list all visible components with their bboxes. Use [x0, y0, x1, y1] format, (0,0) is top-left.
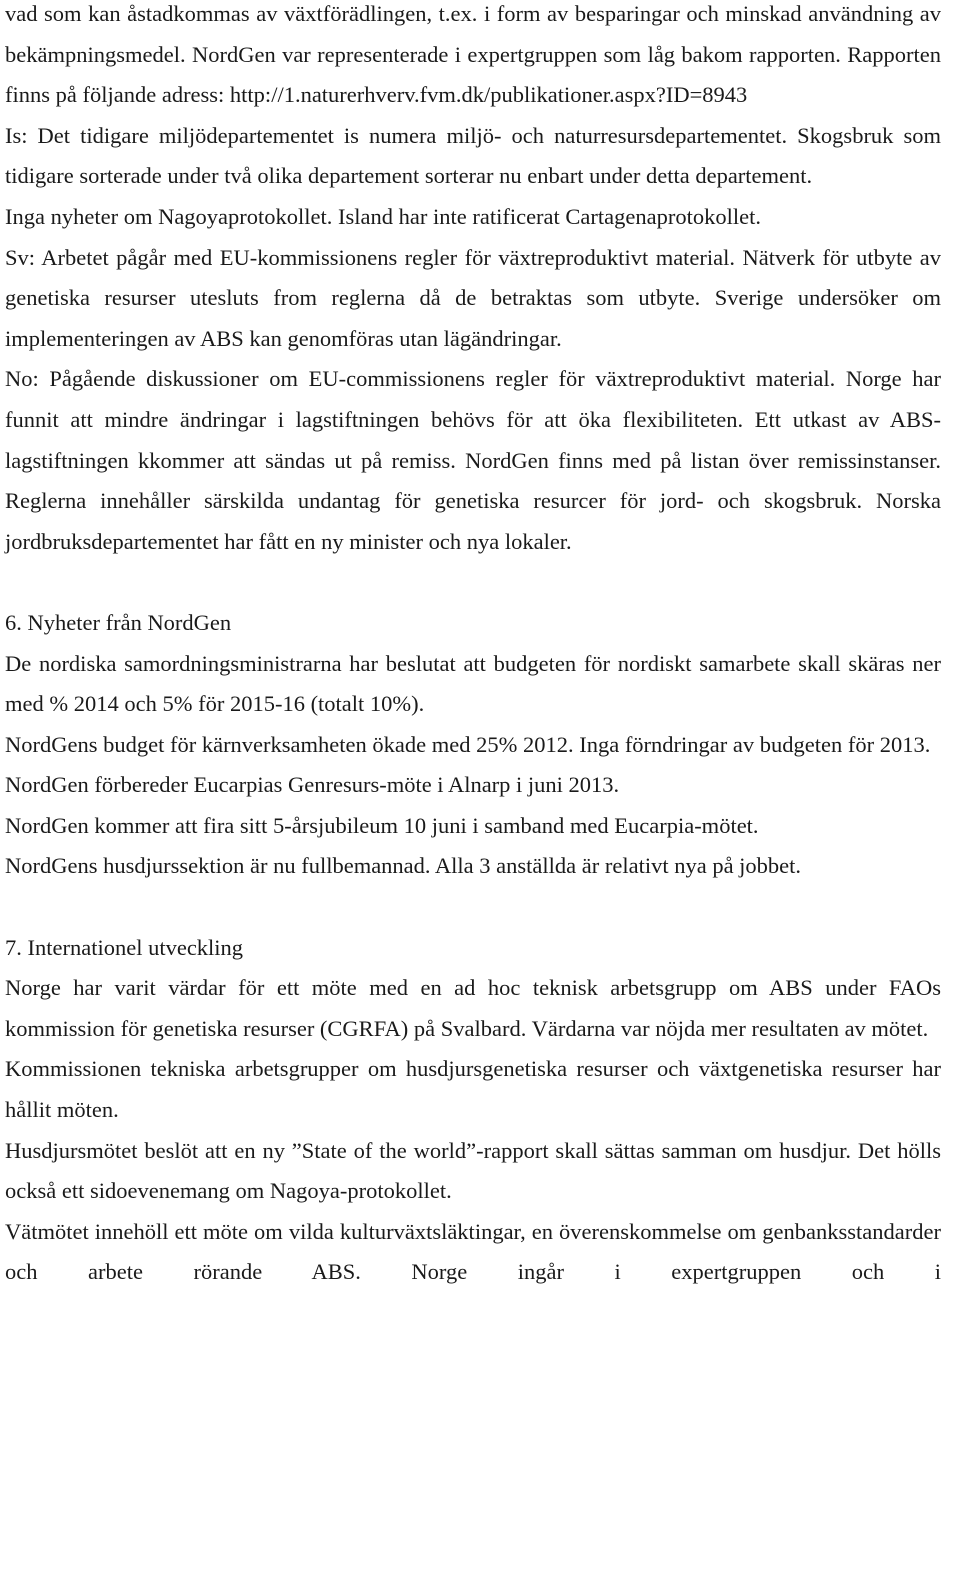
paragraph-plant-breeding-report: vad som kan åstadkommas av växtförädlingen, t.ex. i form av besparingar och minskad användning av bekämpningsmedel. NordGen var representerade i expertgruppen som låg bakom rapporten. Rapporten finns på följande adress: http://1.naturerhverv.fvm.dk/publikationer.aspx?ID=8943 — [5, 1, 941, 108]
paragraph-norway: No: Pågående diskussioner om EU-commissionens regler för växtreproduktivt material. Norge har funnit att mindre ändringar i lagstiftningen behövs för att öka flexibiliteten. Ett utkast av ABS-lagstiftningen kkommer att sändas ut på remiss. NordGen finns med på listan över remissinstanser. Reglerna innehåller särskilda undantag för genetiska resurcer för jord- och skogsbruk. Norska jordbruksdepartementet har fått en ny minister och nya lokaler. — [5, 366, 941, 554]
paragraph-nagoya-cartagena: Inga nyheter om Nagoyaprotokollet. Island har inte ratificerat Cartagenaprotokollet. — [5, 203, 761, 229]
section-6-paragraph: NordGen förbereder Eucarpias Genresurs-möte i Alnarp i juni 2013. — [5, 772, 620, 798]
section-7-paragraph: Vätmötet innehöll ett möte om vilda kulturväxtsläktingar, en överenskommelse om genbanksstandarder och arbete rörande ABS. Norge ingår i expertgruppen och i — [5, 1218, 941, 1285]
section-6-paragraph: NordGens budget för kärnverksamheten ökade med 25% 2012. Inga förndringar av budgeten för 2013. — [5, 731, 931, 757]
spacer — [5, 887, 941, 928]
spacer — [5, 562, 941, 603]
section-6-paragraph: NordGens husdjurssektion är nu fullbemannad. Alla 3 anställda är relativt nya på jobbet. — [5, 853, 802, 879]
section-7-paragraph: Husdjursmötet beslöt att en ny ”State of the world”-rapport skall sättas samman om husdjur. Det hölls också ett sidoevenemang om Nagoya-protokollet. — [5, 1137, 941, 1204]
section-7-heading: 7. Internationel utveckling — [5, 934, 244, 960]
section-7-paragraph: Norge har varit värdar för ett möte med en ad hoc teknisk arbetsgrupp om ABS under FAOs kommission för genetiska resurser (CGRFA) på Svalbard. Värdarna var nöjda mer resultaten av mötet. — [5, 975, 941, 1041]
paragraph-sweden: Sv: Arbetet pågår med EU-kommissionens regler för växtreproduktivt material. Nätverk för utbyte av genetiska resurser utesluts from reglerna då de betraktas som utbyte. Sverige undersöker om implementeringen av ABS kan genomföras utan lägändringar. — [5, 244, 941, 351]
paragraph-iceland-ministry: Is: Det tidigare miljödepartementet is numera miljö- och naturresursdepartementet. Skogsbruk som tidigare sorterade under två olika departement sorterar nu enbart under detta departement. — [5, 122, 941, 189]
section-6-paragraph: NordGen kommer att fira sitt 5-årsjubileum 10 juni i samband med Eucarpia-mötet. — [5, 812, 759, 838]
section-6-paragraph: De nordiska samordningsministrarna har beslutat att budgeten för nordiskt samarbete skall skäras ner med % 2014 och 5% för 2015-16 (totalt 10%). — [5, 650, 941, 717]
document-page — [5, 0, 941, 1293]
section-6-heading: 6. Nyheter från NordGen — [5, 609, 232, 635]
section-7-paragraph: Kommissionen tekniska arbetsgrupper om husdjursgenetiska resurser och växtgenetiska resurser har hållit möten. — [5, 1056, 941, 1123]
